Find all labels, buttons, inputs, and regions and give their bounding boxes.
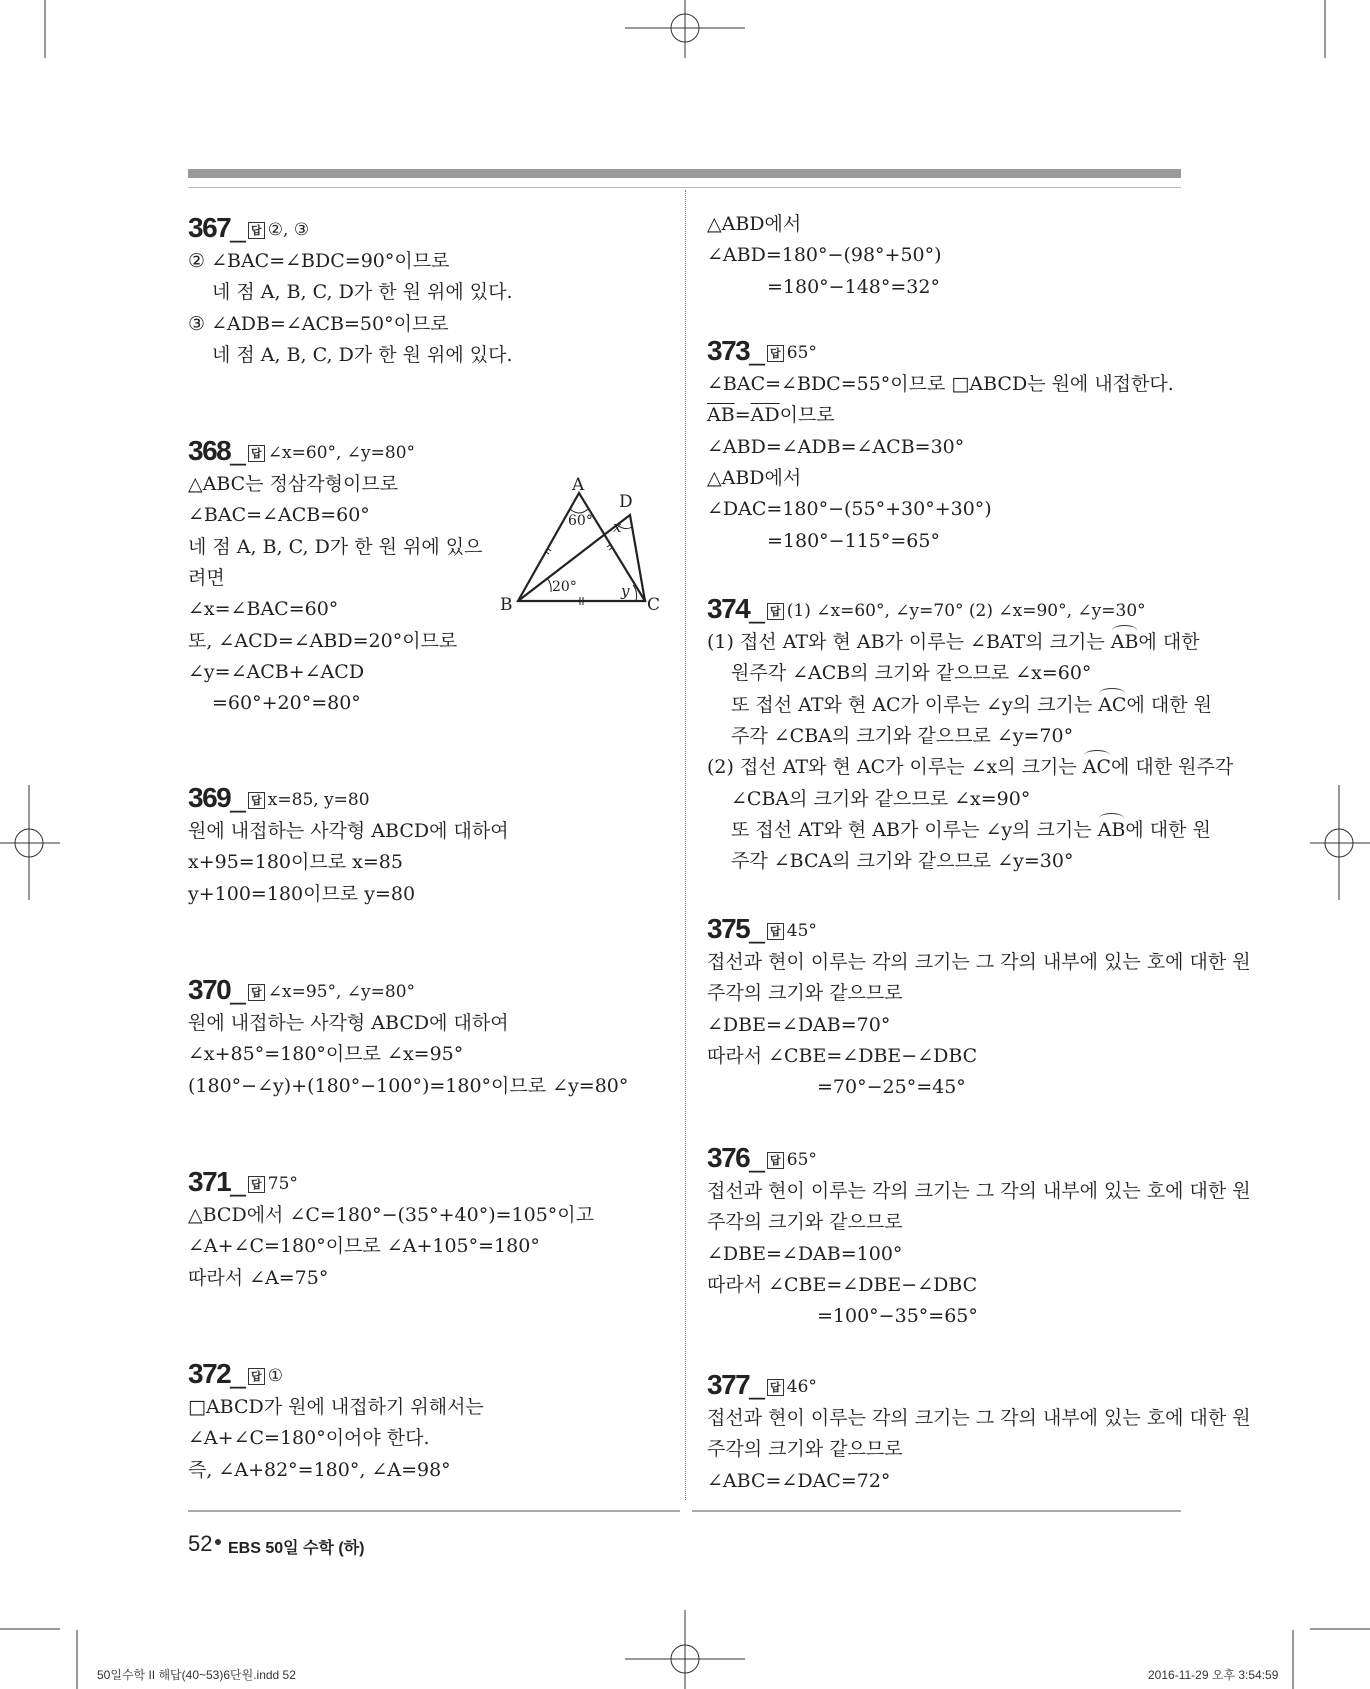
line-text: ∠ABC=∠DAC=72° (707, 1469, 891, 1492)
answer-text: 65° (786, 343, 817, 363)
line-text: =180°−148°=32° (767, 275, 940, 298)
answer-text: 65° (786, 1150, 817, 1170)
problem-number: 375 (707, 913, 750, 944)
problem-number: 374 (707, 593, 750, 624)
line-text: 즉, ∠A+82°=180°, ∠A=98° (188, 1458, 451, 1481)
line-text: 네 점 A, B, C, D가 한 원 위에 있으 (188, 535, 483, 558)
line-text: ∠CBA의 크기와 같으므로 ∠x=90° (731, 787, 1031, 810)
problem-number: 371 (188, 1166, 231, 1197)
line-text: 또 접선 AT와 현 AB가 이루는 ∠y의 크기는 (731, 818, 1098, 841)
answer-mark-icon: 답 (248, 792, 265, 809)
underscore: _ (749, 1142, 765, 1173)
line-text: 접선과 현이 이루는 각의 크기는 그 각의 내부에 있는 호에 대한 원 (707, 1180, 1251, 1202)
line-text: 따라서 ∠CBE=∠DBE−∠DBC (707, 1273, 978, 1296)
line-text: ∠A+∠C=180°이어야 한다. (188, 1427, 430, 1450)
arc-notation: AC (1098, 693, 1127, 716)
line-text: ∠A+∠C=180°이므로 ∠A+105°=180° (188, 1235, 540, 1258)
answer-mark-icon: 답 (248, 1176, 265, 1193)
line-text: ∠DBE=∠DAB=70° (707, 1013, 891, 1036)
line-text: =100°−35°=65° (817, 1305, 978, 1328)
line-text: △ABD에서 (707, 213, 802, 235)
segment-notation: $\overline{AB}$ (707, 404, 735, 427)
angle-y-label: y (621, 582, 630, 600)
answer-text: (1) ∠x=60°, ∠y=70° (2) ∠x=90°, ∠y=30° (786, 601, 1146, 621)
answer-mark-icon: 답 (248, 1368, 265, 1385)
line-text: 에 대한 원 (1126, 693, 1212, 716)
label-d: D (619, 492, 633, 512)
underscore: _ (749, 913, 765, 944)
angle-60-label: 60° (568, 513, 593, 529)
line-text: ∠BAC=∠BDC=55°이므로 □ABCD는 원에 내접한다. (707, 373, 1174, 395)
line-text: 이므로 (779, 404, 835, 427)
line-text: ∠y=∠ACB+∠ACD (188, 660, 365, 683)
arc-notation: AB (1110, 631, 1139, 653)
line-text: ∠DAC=180°−(55°+30°+30°) (707, 498, 992, 521)
line-text: 원주각 ∠ACB의 크기와 같으므로 ∠x=60° (731, 662, 1092, 685)
underscore: _ (230, 974, 246, 1005)
line-text: 원에 내접하는 사각형 ABCD에 대하여 (188, 820, 509, 842)
slug-filename: 50일수학 II 해답(40~53)6단원.indd 52 (97, 1668, 296, 1682)
answer-mark-icon: 답 (248, 445, 265, 462)
answer-mark-icon: 답 (767, 345, 784, 362)
line-text: 따라서 ∠A=75° (188, 1266, 329, 1289)
line-text: △ABC는 정삼각형이므로 (188, 473, 399, 495)
line-text: ∠DBE=∠DAB=100° (707, 1242, 903, 1265)
answer-text: 75° (267, 1174, 298, 1194)
problem-number: 368 (188, 435, 231, 466)
line-text: 에 대한 (1138, 631, 1200, 653)
label-c: C (647, 595, 661, 615)
line-text: y+100=180이므로 y=80 (188, 882, 416, 905)
arc-notation: AC (1082, 756, 1111, 779)
arc-notation: AB (1097, 818, 1126, 841)
underscore: _ (230, 1166, 246, 1197)
book-title: EBS 50일 수학 (하) (228, 1540, 365, 1557)
problem-number: 370 (188, 974, 231, 1005)
problem-number: 367 (188, 212, 231, 243)
problem-number: 373 (707, 335, 750, 366)
answer-text: 45° (786, 921, 817, 941)
line-text: = (734, 404, 751, 427)
underscore: _ (230, 782, 246, 813)
line-text: 주각의 크기와 같으므로 (707, 1211, 903, 1234)
line-text: =180°−115°=65° (767, 529, 940, 552)
line-text: ∠ABD=∠ADB=∠ACB=30° (707, 435, 965, 458)
answer-mark-icon: 답 (767, 1152, 784, 1169)
line-text: 주각의 크기와 같으므로 (707, 982, 903, 1005)
underscore: _ (749, 335, 765, 366)
line-text: (180°−∠y)+(180°−100°)=180°이므로 ∠y=80° (188, 1074, 629, 1097)
line-text: ③ ∠ADB=∠ACB=50°이므로 (188, 312, 449, 335)
line-text: □ABCD가 원에 내접하기 위해서는 (188, 1396, 484, 1418)
line-text: 네 점 A, B, C, D가 한 원 위에 있다. (212, 343, 513, 366)
line-text: ② ∠BAC=∠BDC=90°이므로 (188, 250, 450, 272)
problem-number: 377 (707, 1369, 750, 1400)
angle-20-label: 20° (552, 579, 577, 595)
line-text: 또 접선 AT와 현 AC가 이루는 ∠y의 크기는 (731, 693, 1099, 716)
line-text: x+95=180이므로 x=85 (188, 851, 403, 874)
answer-text: ① (267, 1366, 284, 1386)
line-text: 접선과 현이 이루는 각의 크기는 그 각의 내부에 있는 호에 대한 원 (707, 951, 1251, 973)
line-text: ∠BAC=∠ACB=60° (188, 504, 370, 527)
line-text: 접선과 현이 이루는 각의 크기는 그 각의 내부에 있는 호에 대한 원 (707, 1407, 1251, 1429)
line-text: 에 대한 원주각 (1111, 756, 1234, 779)
line-text: (2) 접선 AT와 현 AC가 이루는 ∠x의 크기는 (707, 756, 1083, 779)
underscore: _ (230, 435, 246, 466)
label-b: B (500, 595, 513, 615)
slug-datetime: 2016-11-29 오후 3:54:59 (1148, 1668, 1279, 1682)
underscore: _ (230, 212, 246, 243)
line-text: =60°+20°=80° (212, 692, 361, 715)
line-text: =70°−25°=45° (817, 1076, 966, 1099)
line-text: (1) 접선 AT와 현 AB가 이루는 ∠BAT의 크기는 (707, 631, 1111, 653)
page-number: 52 (188, 1531, 213, 1556)
line-text: 원에 내접하는 사각형 ABCD에 대하여 (188, 1012, 509, 1034)
underscore: _ (749, 1369, 765, 1400)
answer-mark-icon: 답 (248, 222, 265, 239)
answer-mark-icon: 답 (248, 984, 265, 1001)
line-text: 려면 (188, 566, 225, 589)
answer-mark-icon: 답 (767, 1379, 784, 1396)
answer-mark-icon: 답 (767, 603, 784, 620)
segment-notation: $\overline{AD}$ (750, 404, 780, 427)
problem-number: 369 (188, 782, 231, 813)
line-text: 네 점 A, B, C, D가 한 원 위에 있다. (212, 281, 513, 304)
line-text: 주각 ∠BCA의 크기와 같으므로 ∠y=30° (731, 850, 1074, 873)
line-text: 에 대한 원 (1125, 818, 1211, 841)
line-text: △BCD에서 ∠C=180°−(35°+40°)=105°이고 (188, 1204, 594, 1226)
line-text: ∠x=∠BAC=60° (188, 598, 339, 621)
label-a: A (572, 475, 585, 495)
line-text: 또, ∠ACD=∠ABD=20°이므로 (188, 629, 458, 652)
line-text: ∠x+85°=180°이므로 ∠x=95° (188, 1043, 464, 1066)
underscore: _ (230, 1358, 246, 1389)
answer-text: ∠x=95°, ∠y=80° (267, 982, 416, 1002)
answer-text: 46° (786, 1377, 817, 1397)
answer-text: ∠x=60°, ∠y=80° (267, 443, 416, 463)
line-text: △ABD에서 (707, 466, 802, 489)
answer-text: ②, ③ (267, 220, 310, 240)
angle-x-label: x (613, 518, 622, 536)
answer-text: x=85, y=80 (267, 790, 370, 810)
answer-mark-icon: 답 (767, 923, 784, 940)
line-text: ∠ABD=180°−(98°+50°) (707, 244, 942, 267)
problem-number: 372 (188, 1358, 231, 1389)
line-text: 따라서 ∠CBE=∠DBE−∠DBC (707, 1044, 978, 1067)
line-text: 주각의 크기와 같으므로 (707, 1438, 903, 1461)
underscore: _ (749, 593, 765, 624)
line-text: 주각 ∠CBA의 크기와 같으므로 ∠y=70° (731, 724, 1074, 747)
problem-number: 376 (707, 1142, 750, 1173)
